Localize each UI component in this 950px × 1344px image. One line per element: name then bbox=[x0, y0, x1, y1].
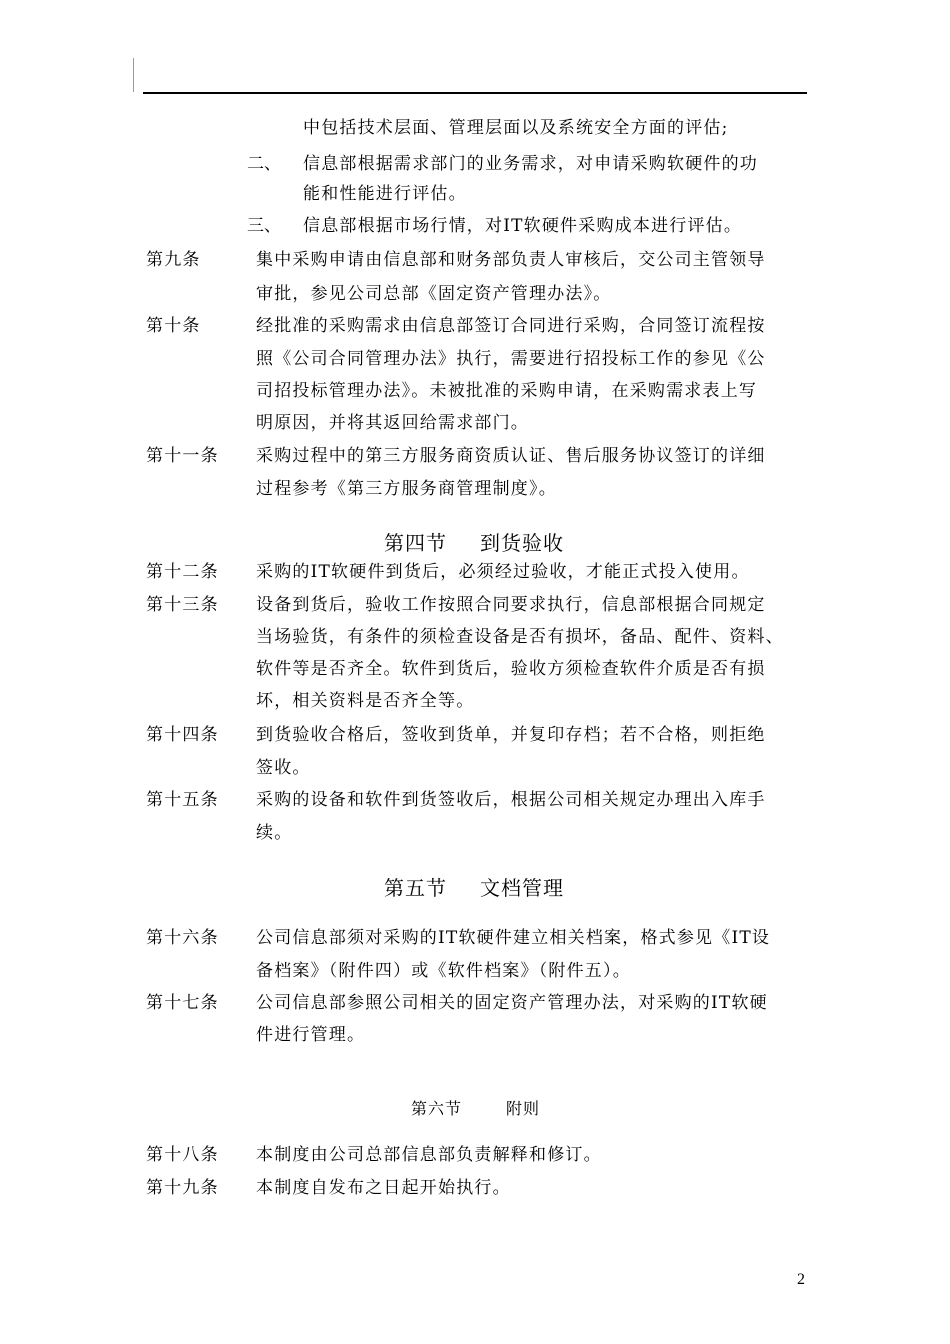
article-line: 续。 bbox=[256, 823, 293, 843]
section-number: 第五节 bbox=[384, 876, 447, 900]
article-label: 第十一条 bbox=[146, 446, 219, 466]
article-line: 设备到货后，验收工作按照合同要求执行，信息部根据合同规定 bbox=[256, 595, 766, 615]
page-number: 2 bbox=[797, 1271, 805, 1288]
continuation-line: 中包括技术层面、管理层面以及系统安全方面的评估; bbox=[303, 118, 729, 138]
item-line: 信息部根据市场行情，对IT软硬件采购成本进行评估。 bbox=[303, 216, 743, 236]
article-label: 第十二条 bbox=[146, 562, 219, 582]
article-line: 过程参考《第三方服务商管理制度》。 bbox=[256, 479, 557, 499]
header-rule bbox=[143, 92, 807, 94]
article-line: 采购的IT软硬件到货后，必须经过验收，才能正式投入使用。 bbox=[256, 562, 750, 582]
article-line: 明原因，并将其返回给需求部门。 bbox=[256, 413, 529, 433]
item-line: 能和性能进行评估。 bbox=[303, 184, 467, 204]
article-line: 审批，参见公司总部《固定资产管理办法》。 bbox=[256, 284, 612, 304]
article-label: 第十三条 bbox=[146, 595, 219, 615]
article-label: 第十九条 bbox=[146, 1178, 219, 1198]
item-number: 三、 bbox=[247, 216, 281, 236]
article-label: 第十五条 bbox=[146, 790, 219, 810]
article-line: 经批准的采购需求由信息部签订合同进行采购，合同签订流程按 bbox=[256, 316, 766, 336]
section-number: 第四节 bbox=[384, 531, 447, 555]
article-label: 第十六条 bbox=[146, 928, 219, 948]
article-line: 照《公司合同管理办法》执行，需要进行招投标工作的参见《公 bbox=[256, 349, 766, 369]
article-line: 司招投标管理办法》。未被批准的采购申请，在采购需求表上写 bbox=[256, 381, 758, 401]
article-line: 公司信息部须对采购的IT软硬件建立相关档案，格式参见《IT设 bbox=[256, 928, 771, 948]
article-line: 集中采购申请由信息部和财务部负责人审核后，交公司主管领导 bbox=[256, 250, 766, 270]
article-label: 第十四条 bbox=[146, 725, 219, 745]
article-line: 当场验货，有条件的须检查设备是否有损坏，备品、配件、资料、 bbox=[256, 627, 784, 647]
article-line: 备档案》（附件四）或《软件档案》（附件五）。 bbox=[256, 961, 631, 981]
article-line: 到货验收合格后，签收到货单，并复印存档；若不合格，则拒绝 bbox=[256, 725, 766, 745]
article-label: 第十八条 bbox=[146, 1145, 219, 1165]
section-number: 第六节 bbox=[411, 1099, 463, 1118]
article-line: 件进行管理。 bbox=[256, 1025, 366, 1045]
article-line: 签收。 bbox=[256, 758, 311, 778]
article-label: 第十七条 bbox=[146, 993, 219, 1013]
item-number: 二、 bbox=[247, 154, 281, 174]
article-line: 采购的设备和软件到货签收后，根据公司相关规定办理出入库手 bbox=[256, 790, 766, 810]
article-label: 第九条 bbox=[146, 250, 201, 270]
article-label: 第十条 bbox=[146, 316, 201, 336]
corner-crop-mark bbox=[133, 58, 134, 92]
section-title: 文档管理 bbox=[480, 876, 564, 900]
article-line: 本制度自发布之日起开始执行。 bbox=[256, 1178, 511, 1198]
article-line: 坏，相关资料是否齐全等。 bbox=[256, 691, 475, 711]
section-title: 附则 bbox=[506, 1099, 541, 1118]
article-line: 公司信息部参照公司相关的固定资产管理办法，对采购的IT软硬 bbox=[256, 993, 768, 1013]
item-line: 信息部根据需求部门的业务需求，对申请采购软硬件的功 bbox=[303, 154, 758, 174]
article-line: 软件等是否齐全。软件到货后，验收方须检查软件介质是否有损 bbox=[256, 659, 766, 679]
section-title: 到货验收 bbox=[480, 531, 564, 555]
article-line: 本制度由公司总部信息部负责解释和修订。 bbox=[256, 1145, 602, 1165]
article-line: 采购过程中的第三方服务商资质认证、售后服务协议签订的详细 bbox=[256, 446, 766, 466]
